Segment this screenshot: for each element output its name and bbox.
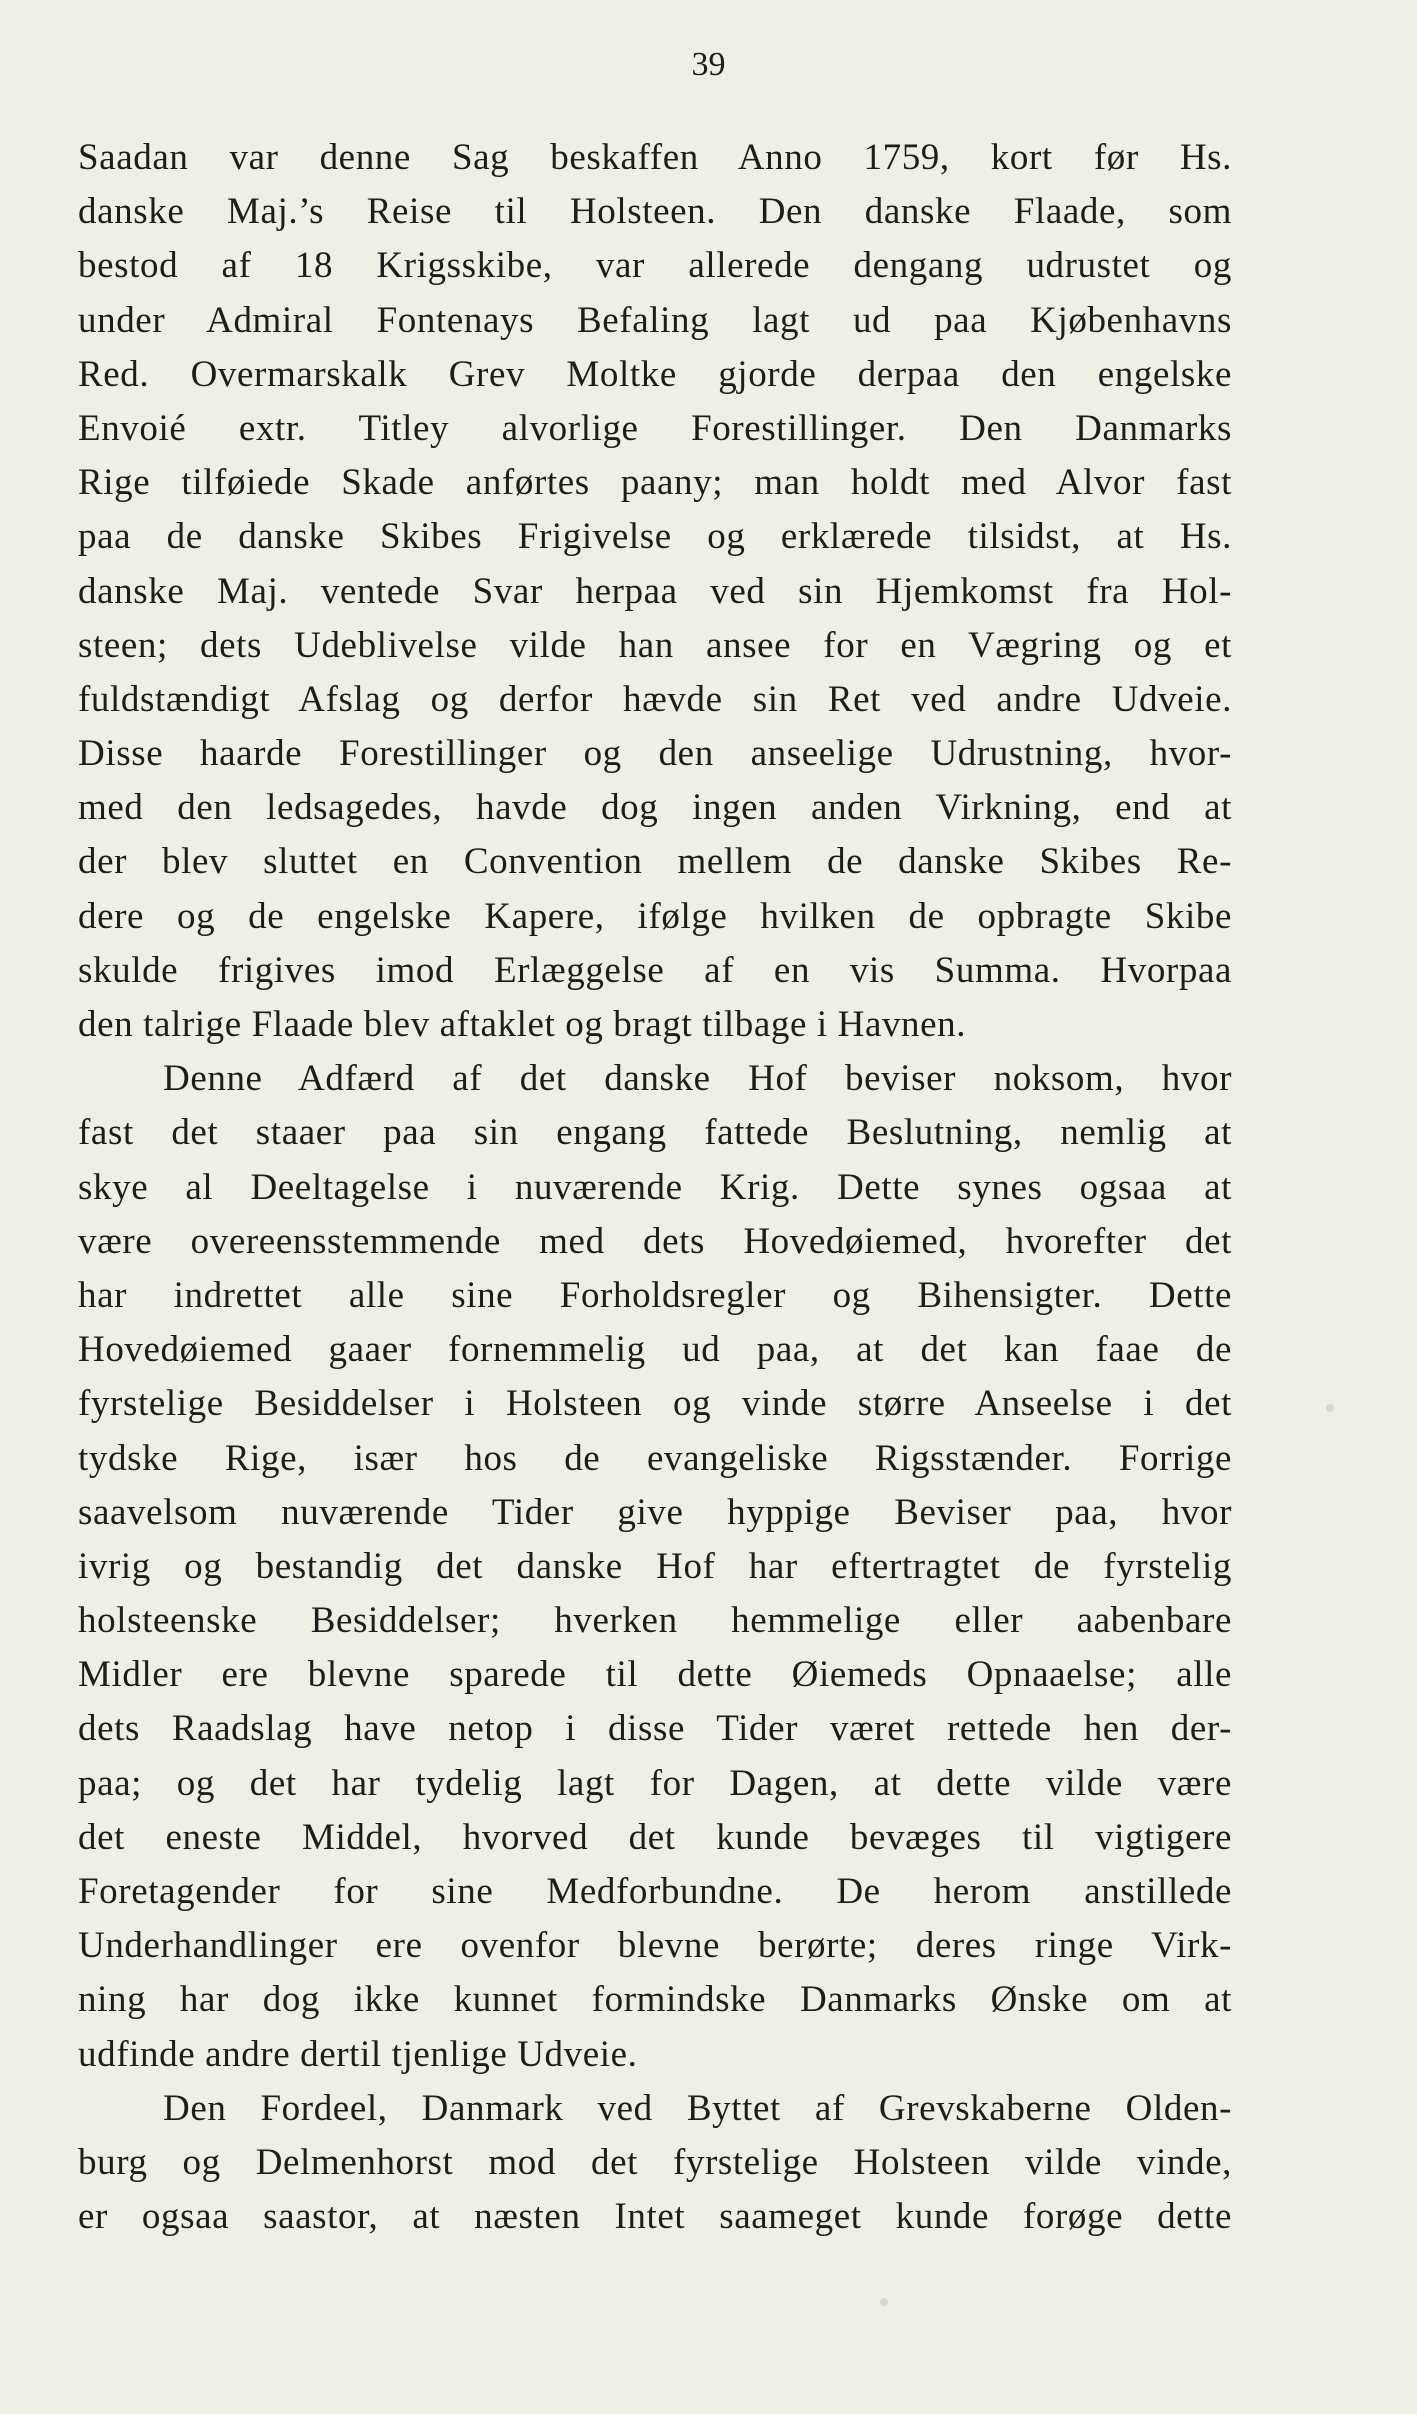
text-line: er ogsaa saastor, at næsten Intet saameget kunde forøge dette — [78, 2196, 1232, 2238]
text-line: Disse haarde Forestillinger og den anseelige Udrustning, hvor- — [78, 733, 1232, 775]
text-line: Saadan var denne Sag beskaffen Anno 1759, kort før Hs. — [78, 137, 1232, 178]
paper-speck — [880, 2298, 888, 2306]
page-number: 39 — [691, 46, 726, 83]
text-line: dets Raadslag have netop i disse Tider været rettede hen der- — [78, 1708, 1232, 1750]
text-line: holsteenske Besiddelser; hverken hemmelige eller aabenbare — [78, 1600, 1232, 1642]
text-line: burg og Delmenhorst mod det fyrstelige Holsteen vilde vinde, — [78, 2141, 1232, 2183]
text-line: skulde frigives imod Erlæggelse af en vis Summa. Hvorpaa — [78, 949, 1232, 991]
text-line: den talrige Flaade blev aftaklet og bragt tilbage i Havnen. — [78, 1004, 967, 1045]
text-line: det eneste Middel, hvorved det kunde bevæges til vigtigere — [78, 1816, 1232, 1858]
text-line: dere og de engelske Kapere, ifølge hvilken de opbragte Skibe — [78, 895, 1232, 937]
page-text — [78, 131, 1232, 2244]
text-line: tydske Rige, især hos de evangeliske Rigsstænder. Forrige — [78, 1437, 1232, 1479]
text-line: Red. Overmarskalk Grev Moltke gjorde derpaa den engelske — [78, 353, 1232, 395]
text-line: under Admiral Fontenays Befaling lagt ud paa Kjøbenhavns — [78, 299, 1232, 341]
text-line: udfinde andre dertil tjenlige Udveie. — [78, 2033, 638, 2075]
text-line: der blev sluttet en Convention mellem de danske Skibes Re- — [78, 841, 1232, 883]
text-line: steen; dets Udeblivelse vilde han ansee for en Vægring og et — [78, 624, 1232, 666]
text-line: være overeensstemmende med dets Hovedøiemed, hvorefter det — [78, 1220, 1232, 1262]
text-line: paa; og det har tydelig lagt for Dagen, at dette vilde være — [78, 1762, 1232, 1804]
text-line: fyrstelige Besiddelser i Holsteen og vinde større Anseelse i det — [78, 1383, 1232, 1425]
text-line: Underhandlinger ere ovenfor blevne berørte; deres ringe Virk- — [78, 1925, 1232, 1967]
text-line: fuldstændigt Afslag og derfor hævde sin Ret ved andre Udveie. — [78, 678, 1232, 720]
text-line: har indrettet alle sine Forholdsregler og Bihensigter. Dette — [78, 1274, 1232, 1316]
paragraph-2 — [78, 1052, 1232, 2082]
text-line: skye al Deeltagelse i nuværende Krig. Dette synes ogsaa at — [78, 1166, 1232, 1208]
paragraph-1 — [78, 131, 1232, 1052]
text-line: Midler ere blevne sparede til dette Øiemeds Opnaaelse; alle — [78, 1654, 1232, 1696]
text-line: ning har dog ikke kunnet formindske Danmarks Ønske om at — [78, 1979, 1232, 2021]
text-line: ivrig og bestandig det danske Hof har eftertragtet de fyrstelig — [78, 1545, 1232, 1587]
text-line: Denne Adfærd af det danske Hof beviser noksom, hvor — [163, 1058, 1232, 1100]
text-line: fast det staaer paa sin engang fattede Beslutning, nemlig at — [78, 1112, 1232, 1154]
text-line: danske Maj. ventede Svar herpaa ved sin Hjemkomst fra Hol- — [78, 570, 1232, 612]
text-line: paa de danske Skibes Frigivelse og erklærede tilsidst, at Hs. — [78, 516, 1232, 558]
paragraph-3 — [78, 2082, 1232, 2245]
text-line: danske Maj.’s Reise til Holsteen. Den danske Flaade, som — [78, 191, 1232, 233]
text-line: Hovedøiemed gaaer fornemmelig ud paa, at det kan faae de — [78, 1329, 1232, 1371]
text-line: Den Fordeel, Danmark ved Byttet af Grevskaberne Olden- — [163, 2087, 1232, 2129]
text-line: med den ledsagedes, havde dog ingen anden Virkning, end at — [78, 787, 1232, 829]
text-line: bestod af 18 Krigsskibe, var allerede dengang udrustet og — [78, 245, 1232, 287]
text-line: Rige tilføiede Skade anførtes paany; man holdt med Alvor fast — [78, 462, 1232, 504]
text-line: Envoié extr. Titley alvorlige Forestillinger. Den Danmarks — [78, 407, 1232, 449]
text-line: Foretagender for sine Medforbundne. De herom anstillede — [78, 1871, 1232, 1912]
text-line: saavelsom nuværende Tider give hyppige Beviser paa, hvor — [78, 1491, 1232, 1533]
paper-speck — [1326, 1404, 1334, 1412]
